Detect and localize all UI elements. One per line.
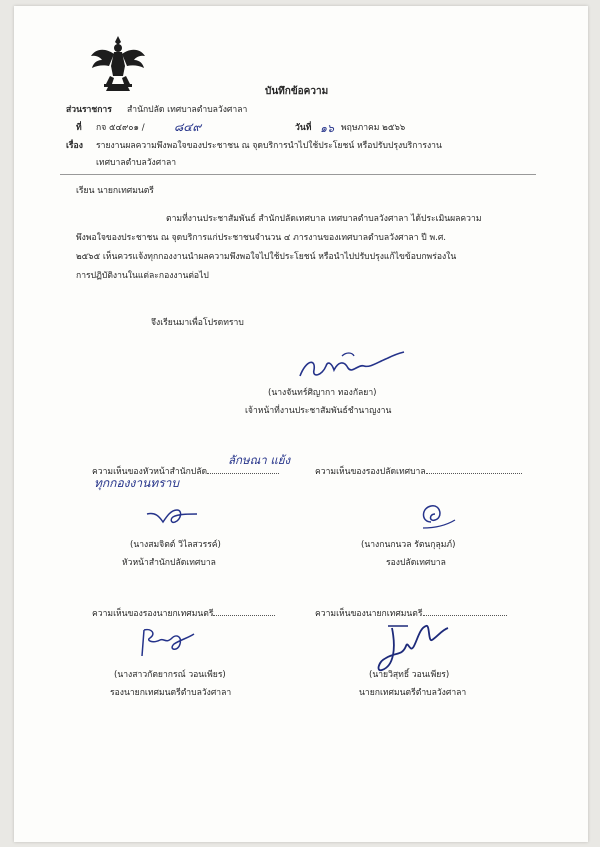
date-label: วันที่	[295, 123, 312, 133]
deputy-clerk-signer-position: รองปลัดเทศบาล	[386, 558, 446, 568]
date-value: พฤษภาคม ๒๕๖๖	[341, 123, 406, 133]
main-signer-position: เจ้าหน้าที่งานประชาสัมพันธ์ชำนาญงาน	[245, 406, 392, 416]
head-office-opinion-handwritten-2: ทุกกองงานทราบ	[94, 476, 180, 490]
memo-page	[14, 6, 588, 842]
deputy-mayor-signer-name: (นางสาวกัตยากรณ์ วอนเพียร)	[114, 670, 226, 680]
ref-number-handwritten: ๘๔๙	[174, 120, 202, 134]
head-office-signer-position: หัวหน้าสำนักปลัดเทศบาล	[122, 558, 216, 568]
garuda-emblem-icon	[90, 34, 146, 92]
ref-prefix: กจ ๕๔๙๐๑ /	[96, 123, 145, 133]
deputy-clerk-signature	[409, 500, 459, 534]
subject-label: เรื่อง	[66, 141, 83, 151]
mayor-signer-position: นายกเทศมนตรีตำบลวังศาลา	[359, 688, 467, 698]
main-signer-name: (นางจันทร์ศิญากา ทองกัลยา)	[268, 388, 377, 398]
closing-line: จึงเรียนมาเพื่อโปรดทราบ	[151, 318, 244, 328]
body-line-2: พึงพอใจของประชาชน ณ จุดบริการแก่ประชาชนจำนวน ๔ ภารงานของเทศบาลตำบลวังศาลา ปี พ.ศ.	[76, 233, 447, 243]
subject-line-2: เทศบาลตำบลวังศาลา	[96, 158, 177, 168]
head-office-opinion-handwritten-1: ลักษณา แย้ง	[228, 453, 291, 467]
deputy-mayor-opinion-label: ความเห็นของรองนายกเทศมนตรี	[92, 606, 275, 620]
deputy-mayor-signature	[138, 624, 204, 664]
date-day-handwritten: ๑๖	[320, 122, 334, 135]
memo-title: บันทึกข้อความ	[265, 86, 329, 97]
mayor-signer-name: (นายวิสุทธิ์ วอนเพียร)	[369, 670, 450, 680]
deputy-clerk-signer-name: (นางกนกนวล รัตนกุลุมภ์)	[361, 540, 456, 550]
head-office-signer-name: (นางสมจิตต์ วิไลสวรรค์)	[130, 540, 221, 550]
salutation: เรียน นายกเทศมนตรี	[76, 186, 154, 196]
main-signature	[292, 346, 412, 386]
body-line-3: ๒๕๖๕ เห็นควรแจ้งทุกกองงานนำผลความพึงพอใจไปใช้ประโยชน์ หรือนำไปปรับปรุงแก้ไขข้อบกพร่องใน	[76, 252, 457, 262]
body-line-4: การปฏิบัติงานในแต่ละกองงานต่อไป	[76, 271, 209, 281]
head-office-signature	[141, 502, 201, 532]
agency-value: สำนักปลัด เทศบาลตำบลวังศาลา	[127, 105, 248, 115]
header-divider	[60, 174, 536, 175]
subject-line-1: รายงานผลความพึงพอใจของประชาชน ณ จุดบริการนำไปใช้ประโยชน์ หรือปรับปรุงบริการงาน	[96, 141, 442, 151]
deputy-mayor-signer-position: รองนายกเทศมนตรีตำบลวังศาลา	[110, 688, 232, 698]
deputy-clerk-opinion-label: ความเห็นของรองปลัดเทศบาล	[315, 464, 522, 478]
head-office-opinion-label: ความเห็นของหัวหน้าสำนักปลัด	[92, 464, 279, 478]
mayor-opinion-label: ความเห็นของนายกเทศมนตรี	[315, 606, 507, 620]
ref-label: ที่	[76, 123, 82, 133]
mayor-signature	[372, 618, 452, 674]
agency-label: ส่วนราชการ	[66, 105, 112, 115]
body-line-1: ตามที่งานประชาสัมพันธ์ สำนักปลัดเทศบาล เทศบาลตำบลวังศาลา ได้ประเมินผลความ	[166, 214, 482, 224]
